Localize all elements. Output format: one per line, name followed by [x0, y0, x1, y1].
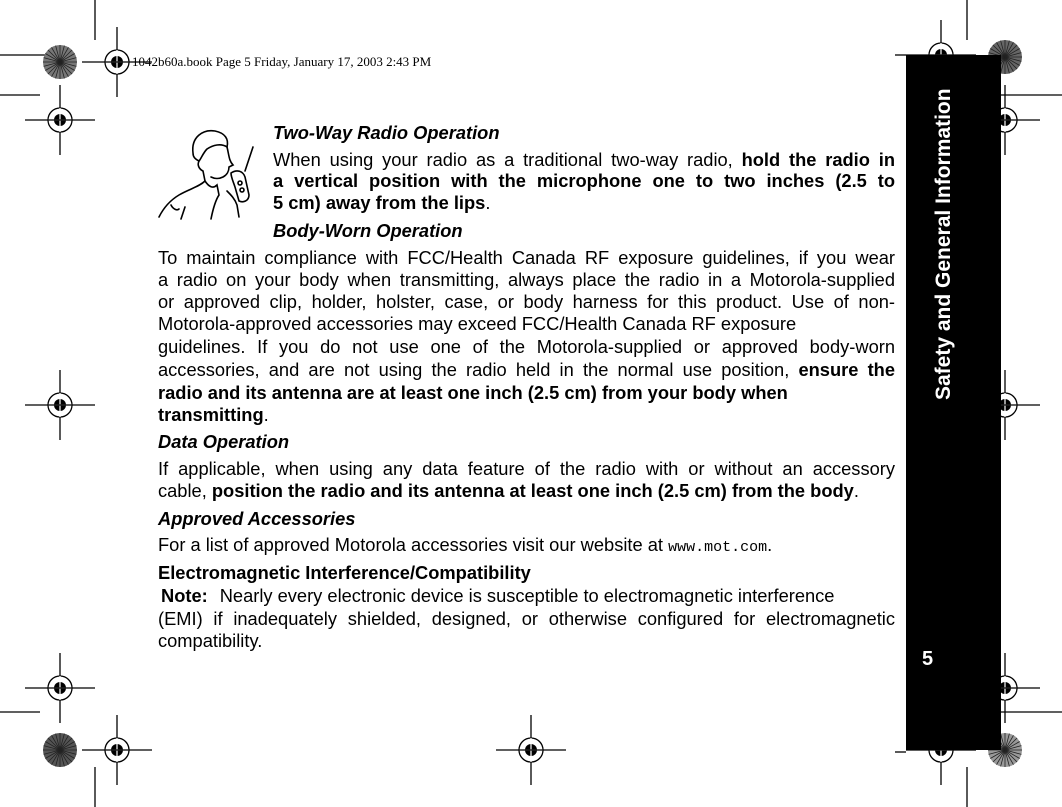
- heading-two-way-radio: Two-Way Radio Operation: [273, 122, 500, 143]
- registration-crosshair-icon: [496, 715, 566, 785]
- bold-text: position the radio and its antenna at least one inch (2.5 cm) from the body: [211, 480, 854, 501]
- body-worn-line: To maintain compliance with FCC/Health Canada RF exposure guidelines, if you wear: [158, 247, 895, 268]
- bold-text: transmitting: [158, 404, 264, 425]
- heading-data-operation: Data Operation: [158, 431, 290, 452]
- person-with-radio-illustration: [155, 125, 265, 220]
- two-way-line-2: a vertical position with the microphone one to two inches (2.5 to: [273, 170, 895, 191]
- text: .: [767, 534, 773, 555]
- text: accessories, and are not using the radio held in the normal use position,: [158, 359, 799, 380]
- print-header: 1042b60a.book Page 5 Friday, January 17, 2003 2:43 PM: [132, 54, 432, 69]
- registration-starburst-icon: [43, 733, 77, 767]
- heading-emi: Electromagnetic Interference/Compatibility: [158, 562, 531, 583]
- heading-approved-accessories: Approved Accessories: [158, 508, 356, 529]
- body-worn-line: Motorola-approved accessories may exceed FCC/Health Canada RF exposure: [158, 313, 797, 334]
- section-tab-title: Safety and General Information: [932, 88, 955, 400]
- emi-line-2: (EMI) if inadequately shielded, designed, or otherwise configured for electromagnetic: [158, 608, 895, 629]
- body-worn-line: a radio on your body when transmitting, always place the radio in a Motorola-supplied: [158, 269, 895, 290]
- registration-crosshair-icon: [25, 370, 95, 440]
- registration-starburst-icon: [43, 45, 77, 79]
- website-link[interactable]: www.mot.com: [668, 539, 768, 556]
- body-worn-line: [158, 404, 269, 426]
- bold-text: 5 cm) away from the lips: [273, 192, 486, 213]
- accessories-text: [158, 534, 772, 559]
- text: Nearly every electronic device is susceptible to electromagnetic interference: [219, 585, 835, 606]
- text: .: [485, 192, 491, 213]
- two-way-line-1: [273, 149, 895, 171]
- emi-line-1: [161, 585, 834, 607]
- two-way-line-3: [273, 192, 490, 214]
- bold-text: ensure the: [798, 359, 896, 380]
- body-worn-line: [158, 359, 895, 381]
- data-op-line-1: If applicable, when using any data feature of the radio with or without an accessory: [158, 458, 895, 479]
- page-number: 5: [922, 648, 934, 670]
- text: cable,: [158, 480, 212, 501]
- text: For a list of approved Motorola accessories visit our website at: [158, 534, 669, 555]
- note-label: Note:: [161, 585, 208, 606]
- emi-line-3: compatibility.: [158, 630, 263, 651]
- body-worn-line: radio and its antenna are at least one inch (2.5 cm) from your body when: [158, 382, 788, 403]
- body-worn-line: or approved clip, holder, holster, case, or body harness for this product. Use of non-: [158, 291, 895, 312]
- registration-crosshair-icon: [82, 715, 152, 785]
- text: .: [853, 480, 859, 501]
- text: When using your radio as a traditional two-way radio,: [273, 149, 742, 170]
- heading-body-worn: Body-Worn Operation: [273, 220, 463, 241]
- body-worn-line: guidelines. If you do not use one of the Motorola-supplied or approved body-worn: [158, 336, 895, 357]
- text: .: [263, 404, 269, 425]
- bold-text: hold the radio in: [741, 149, 895, 170]
- data-op-line-2: [158, 480, 859, 502]
